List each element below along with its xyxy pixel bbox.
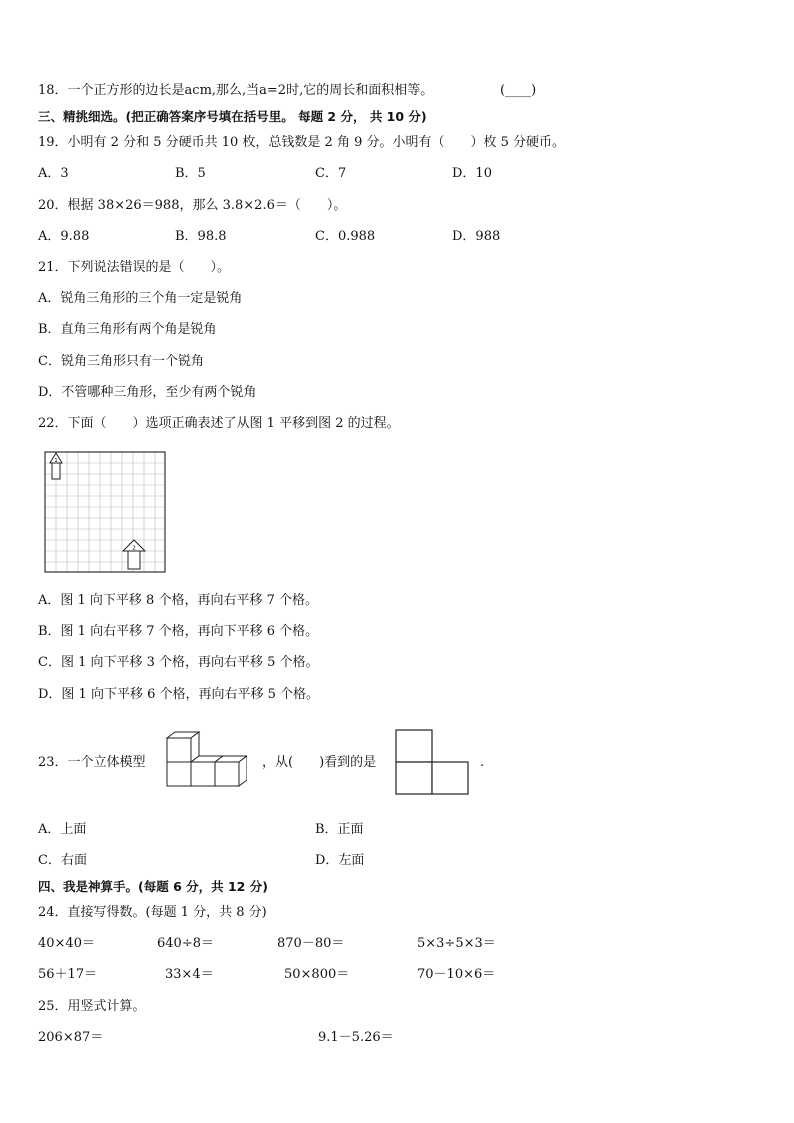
section-3-heading: 三、精挑细选。(把正确答案序号填在括号里。 每题 2 分， 共 10 分) bbox=[38, 109, 427, 124]
figure-1-house bbox=[50, 453, 62, 479]
q20-option-b[interactable]: B．98.8 bbox=[175, 229, 227, 244]
q20-option-d[interactable]: D．988 bbox=[452, 229, 501, 244]
q21-option-b[interactable]: B．直角三角形有两个角是锐角 bbox=[38, 322, 217, 337]
q24-expr-3[interactable]: 870－80＝ bbox=[277, 936, 345, 951]
q24-expr-7[interactable]: 50×800＝ bbox=[284, 967, 350, 982]
question-21-stem: 21．下列说法错误的是（ ）。 bbox=[38, 260, 231, 275]
q21-option-c[interactable]: C．锐角三角形只有一个锐角 bbox=[38, 354, 204, 369]
question-19-stem: 19．小明有 2 分和 5 分硬币共 10 枚，总钱数是 2 角 9 分。小明有（ ）枚 5 分硬币。 bbox=[38, 135, 566, 150]
q19-option-c[interactable]: C．7 bbox=[315, 166, 347, 181]
q21-option-d[interactable]: D．不管哪种三角形，至少有两个锐角 bbox=[38, 385, 257, 400]
question-22-stem: 22．下面（ ）选项正确表述了从图 1 平移到图 2 的过程。 bbox=[38, 416, 400, 431]
section-4-heading: 四、我是神算手。(每题 6 分，共 12 分) bbox=[38, 879, 268, 894]
question-20-stem: 20．根据 38×26＝988，那么 3.8×2.6＝（ ）。 bbox=[38, 198, 347, 213]
q22-option-c[interactable]: C．图 1 向下平移 3 个格，再向右平移 5 个格。 bbox=[38, 655, 319, 670]
q22-option-d[interactable]: D．图 1 向下平移 6 个格，再向右平移 5 个格。 bbox=[38, 687, 320, 702]
figure-2-house bbox=[123, 540, 145, 569]
translation-grid-figure bbox=[43, 450, 167, 574]
question-18 bbox=[38, 82, 433, 100]
q24-expr-5[interactable]: 56＋17＝ bbox=[38, 967, 98, 982]
q25-item-1[interactable]: 206×87＝ bbox=[38, 1030, 104, 1045]
q24-expr-8[interactable]: 70－10×6＝ bbox=[417, 967, 496, 982]
question-23-middle: ，从( )看到的是 bbox=[262, 755, 377, 770]
q19-option-a[interactable]: A．3 bbox=[38, 166, 69, 181]
q23-option-d[interactable]: D．左面 bbox=[315, 853, 365, 868]
q19-option-b[interactable]: B．5 bbox=[175, 166, 206, 181]
grid-lines bbox=[45, 452, 165, 572]
question-25-stem: 25．用竖式计算。 bbox=[38, 999, 146, 1014]
cube-model-figure bbox=[157, 730, 247, 798]
q23-option-b[interactable]: B．正面 bbox=[315, 822, 364, 837]
q25-item-2[interactable]: 9.1－5.26＝ bbox=[318, 1030, 394, 1045]
question-23-prefix: 23．一个立体模型 bbox=[38, 755, 146, 770]
q20-option-a[interactable]: A．9.88 bbox=[38, 229, 90, 244]
q23-option-c[interactable]: C．右面 bbox=[38, 853, 87, 868]
q23-option-a[interactable]: A．上面 bbox=[38, 822, 87, 837]
q24-expr-6[interactable]: 33×4＝ bbox=[165, 967, 214, 982]
q24-expr-1[interactable]: 40×40＝ bbox=[38, 936, 95, 951]
question-23-suffix: . bbox=[480, 755, 485, 770]
grid-border bbox=[45, 452, 165, 572]
question-24-stem: 24．直接写得数。(每题 1 分，共 8 分) bbox=[38, 905, 267, 920]
q20-option-c[interactable]: C．0.988 bbox=[315, 229, 376, 244]
figure-2-label: 2 bbox=[132, 545, 136, 552]
q21-option-a[interactable]: A．锐角三角形的三个角一定是锐角 bbox=[38, 291, 243, 306]
q18-answer-blank[interactable]: (____) bbox=[500, 83, 537, 98]
q18-text: 18．一个正方形的边长是acm,那么,当a=2时,它的周长和面积相等。 bbox=[38, 83, 434, 98]
q24-expr-4[interactable]: 5×3÷5×3＝ bbox=[417, 936, 496, 951]
q24-expr-2[interactable]: 640÷8＝ bbox=[157, 936, 214, 951]
view-shape-figure bbox=[394, 728, 472, 796]
q22-option-a[interactable]: A．图 1 向下平移 8 个格，再向右平移 7 个格。 bbox=[38, 593, 318, 608]
q19-option-d[interactable]: D．10 bbox=[452, 166, 492, 181]
q22-option-b[interactable]: B．图 1 向右平移 7 个格，再向下平移 6 个格。 bbox=[38, 624, 319, 639]
figure-1-label: 1 bbox=[54, 458, 58, 464]
